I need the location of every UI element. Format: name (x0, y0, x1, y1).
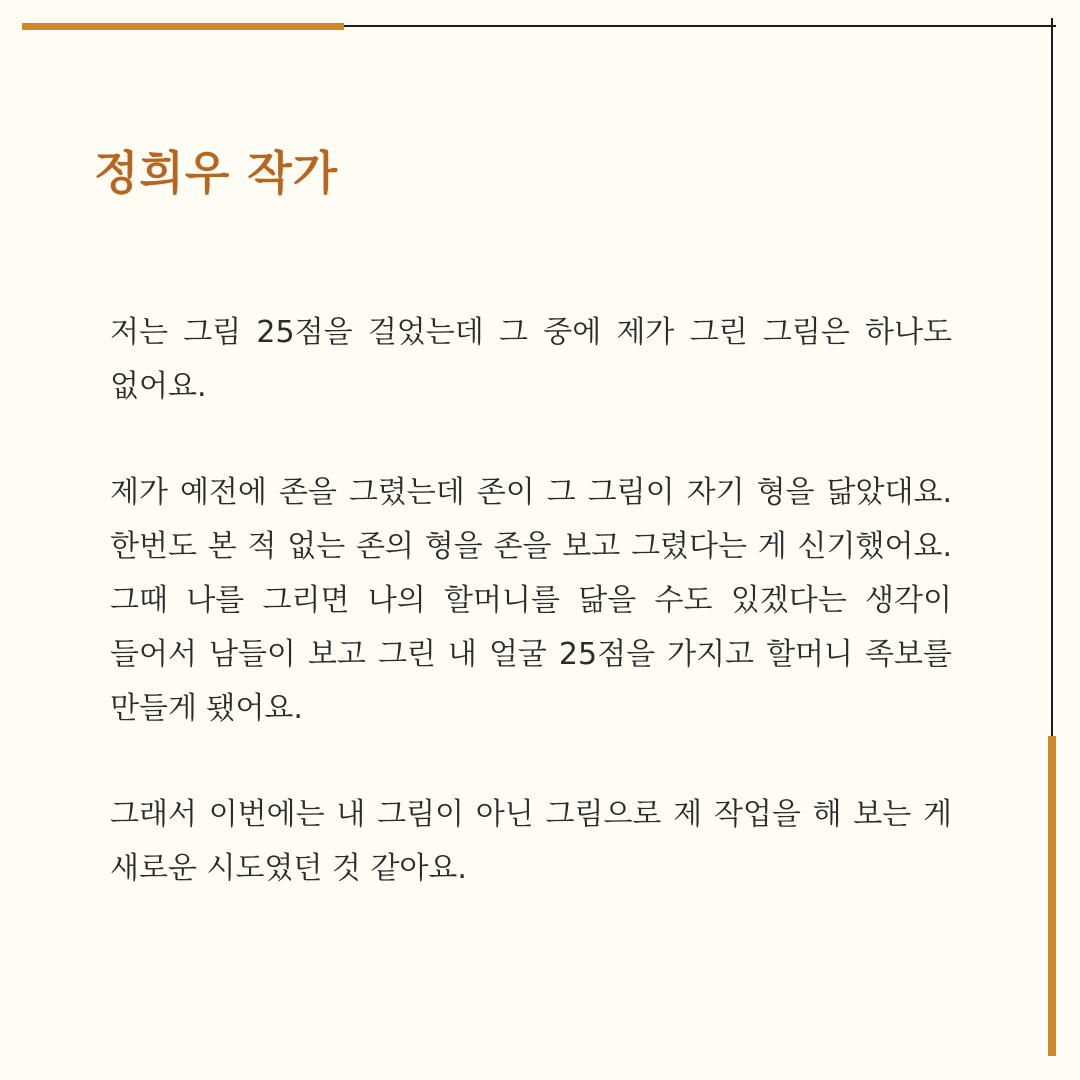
right-frame-line (1051, 18, 1053, 736)
right-accent-bar (1048, 736, 1056, 1056)
quote-body (110, 306, 952, 948)
top-accent-bar (22, 23, 344, 30)
paragraph-2: 제가 예전에 존을 그렸는데 존이 그 그림이 자기 형을 닮았대요. 한번도 본 적 없는 존의 형을 존을 보고 그렸다는 게 신기했어요. 그때 나를 그리면 나의 할머니를 닮을 수도 있겠다는 생각이 들어서 남들이 보고 그린 내 얼굴 25점을 가지고 할머니 족보를 만들게 됐어요. (110, 475, 952, 726)
paragraph-1: 저는 그림 25점을 걸었는데 그 중에 제가 그린 그림은 하나도 없어요. (110, 315, 952, 404)
page-title: 정희우 작가 (94, 146, 339, 200)
paragraph-3: 그래서 이번에는 내 그림이 아닌 그림으로 제 작업을 해 보는 게 새로운 시도였던 것 같아요. (110, 797, 952, 886)
